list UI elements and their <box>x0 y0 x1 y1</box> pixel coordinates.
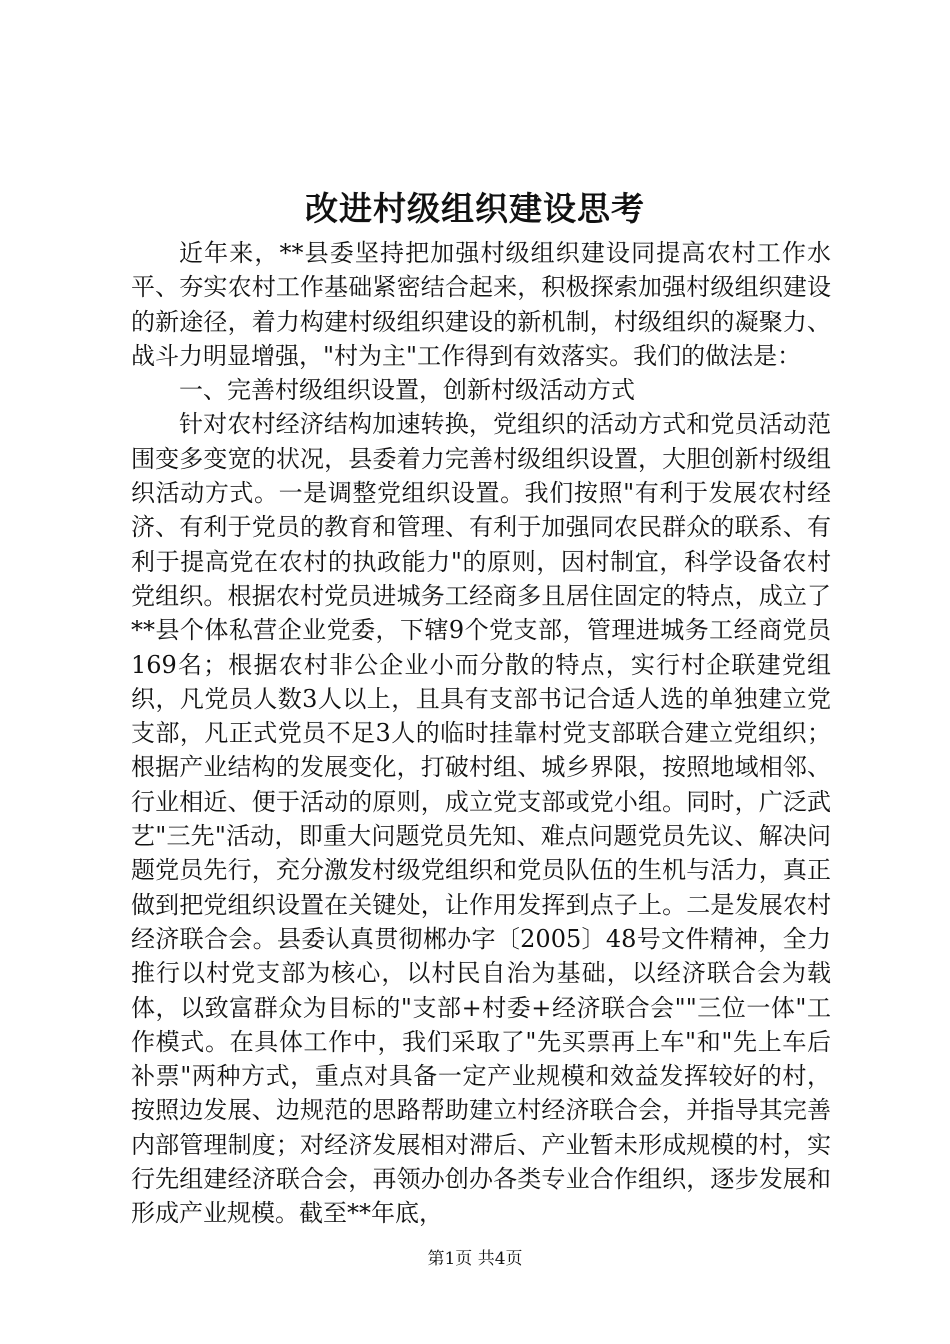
page-footer: 第1页 共4页 <box>427 1249 523 1269</box>
paragraph-intro: 近年来，**县委坚持把加强村级组织建设同提高农村工作水平、夯实农村工作基础紧密结合起来，积极探索加强村级组织建设的新途径，着力构建村级组织建设的新机制，村级组织的凝聚力、战斗力明显增强，"村为主"工作得到有效落实。我们的做法是： <box>131 239 831 370</box>
paragraph-main: 针对农村经济结构加速转换，党组织的活动方式和党员活动范围变多变宽的状况，县委着力完善村级组织设置，大胆创新村级组织活动方式。一是调整党组织设置。我们按照"有利于发展农村经济、有利于党员的教育和管理、有利于加强同农民群众的联系、有利于提高党在农村的执政能力"的原则，因村制宜，科学设备农村党组织。根据农村党员进城务工经商多且居住固定的特点，成立了**县个体私营企业党委，下辖9个党支部，管理进城务工经商党员169名；根据农村非公企业小而分散的特点，实行村企联建党组织，凡党员人数3人以上，且具有支部书记合适人选的单独建立党支部，凡正式党员不足3人的临时挂靠村党支部联合建立党组织；根据产业结构的发展变化，打破村组、城乡界限，按照地域相邻、行业相近、便于活动的原则，成立党支部或党小组。同时，广泛武艺"三先"活动，即重大问题党员先知、难点问题党员先议、解决问题党员先行，充分激发村级党组织和党员队伍的生机与活力，真正做到把党组织设置在关键处，让作用发挥到点子上。二是发展农村经济联合会。县委认真贯彻郴办字〔2005〕48号文件精神，全力推行以村党支部为核心，以村民自治为基础，以经济联合会为载体，以致富群众为目标的"支部+村委+经济联合会""三位一体"工作模式。在具体工作中，我们采取了"先买票再上车"和"先上车后补票"两种方式，重点对具备一定产业规模和效益发挥较好的村，按照边发展、边规范的思路帮助建立村经济联合会，并指导其完善内部管理制度；对经济发展相对滞后、产业暂未形成规模的村，实行先组建经济联合会，再领办创办各类专业合作组织，逐步发展和形成产业规模。截至**年底， <box>131 410 831 1228</box>
document-body <box>131 236 831 1231</box>
document-title: 改进村级组织建设思考 <box>305 189 645 228</box>
section-heading: 一、完善村级组织设置，创新村级活动方式 <box>179 376 635 405</box>
